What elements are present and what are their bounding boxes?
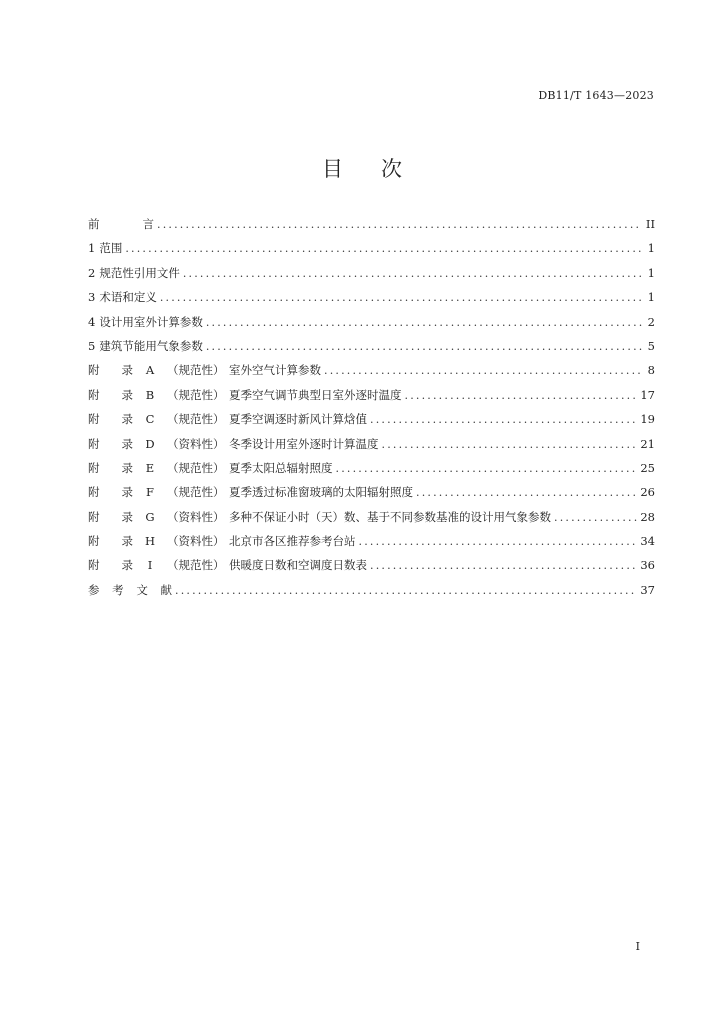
toc-entry-page: 36 bbox=[640, 558, 655, 573]
toc-entry-number: 2 bbox=[88, 265, 96, 280]
toc-entry[interactable] bbox=[88, 411, 655, 435]
annex-prefix: 附录 bbox=[88, 363, 133, 378]
annex-letter: A bbox=[145, 363, 155, 378]
annex-type: （资料性） bbox=[167, 509, 225, 524]
toc-entry[interactable] bbox=[88, 509, 655, 533]
toc-entry-page: 1 bbox=[647, 290, 655, 305]
annex-letter: C bbox=[145, 412, 155, 427]
toc-entry-heading bbox=[88, 216, 154, 232]
toc-entry[interactable] bbox=[88, 557, 655, 581]
toc-entry-page: 8 bbox=[647, 363, 655, 378]
toc-entry-number: 1 bbox=[88, 241, 96, 256]
toc-entry-label: 参考文献 bbox=[88, 582, 172, 597]
toc-entry-number: 4 bbox=[88, 314, 96, 329]
dot-leader bbox=[175, 584, 637, 597]
dot-leader bbox=[336, 462, 638, 475]
toc-entry[interactable] bbox=[88, 582, 655, 606]
annex-letter: H bbox=[144, 534, 156, 549]
toc-entry-heading bbox=[88, 289, 157, 305]
toc-entry-label: 夏季空调逐时新风计算焓值 bbox=[229, 412, 367, 427]
toc-entry-page: 17 bbox=[640, 387, 655, 402]
toc-entry-label: 室外空气计算参数 bbox=[229, 363, 321, 378]
toc-entry[interactable] bbox=[88, 484, 655, 508]
toc-entry-heading bbox=[88, 265, 180, 281]
toc-entry[interactable] bbox=[88, 314, 655, 338]
toc-entry-label: 夏季太阳总辐射照度 bbox=[229, 460, 333, 475]
toc-entry[interactable] bbox=[88, 460, 655, 484]
annex-letter: G bbox=[145, 509, 155, 524]
dot-leader bbox=[324, 364, 642, 377]
toc-entry-heading bbox=[88, 484, 413, 500]
toc-entry-number: 5 bbox=[88, 338, 96, 353]
dot-leader bbox=[206, 316, 642, 329]
dot-leader bbox=[405, 389, 638, 402]
toc-entry[interactable] bbox=[88, 362, 655, 386]
toc-entry-heading bbox=[88, 509, 551, 525]
toc-entry-page: 19 bbox=[640, 412, 655, 427]
toc-entry-label: 北京市各区推荐参考台站 bbox=[229, 534, 356, 549]
annex-letter: I bbox=[147, 558, 153, 573]
toc-entry-label: 夏季透过标准窗玻璃的太阳辐射照度 bbox=[229, 485, 413, 500]
toc-entry-page: 21 bbox=[640, 436, 655, 451]
toc-entry-number: 3 bbox=[88, 290, 96, 305]
toc-entry-page: 26 bbox=[640, 485, 655, 500]
annex-prefix: 附录 bbox=[88, 460, 133, 475]
annex-type: （规范性） bbox=[167, 387, 225, 402]
toc-entry[interactable] bbox=[88, 289, 655, 313]
annex-prefix: 附录 bbox=[88, 412, 133, 427]
annex-letter: F bbox=[146, 485, 154, 500]
toc-entry-heading bbox=[88, 557, 367, 573]
dot-leader bbox=[160, 291, 642, 304]
dot-leader bbox=[554, 511, 637, 524]
annex-prefix: 附录 bbox=[88, 436, 133, 451]
toc-entry[interactable] bbox=[88, 240, 655, 264]
toc-entry[interactable] bbox=[88, 387, 655, 411]
footer-page-number: I bbox=[635, 940, 640, 953]
annex-type: （规范性） bbox=[167, 485, 225, 500]
toc-entry-label: 术语和定义 bbox=[99, 290, 157, 305]
toc-entry-page: 1 bbox=[647, 241, 655, 256]
toc-entry[interactable] bbox=[88, 265, 655, 289]
annex-letter: B bbox=[145, 387, 155, 402]
annex-type: （资料性） bbox=[167, 534, 225, 549]
standard-number: DB11/T 1643—2023 bbox=[538, 89, 654, 102]
toc-entry[interactable] bbox=[88, 216, 655, 240]
toc-entry-heading bbox=[88, 582, 172, 598]
toc-entry-label: 设计用室外计算参数 bbox=[99, 314, 203, 329]
toc-entry-label: 冬季设计用室外逐时计算温度 bbox=[229, 436, 379, 451]
toc-entry-page: 5 bbox=[647, 338, 655, 353]
annex-type: （规范性） bbox=[167, 412, 225, 427]
dot-leader bbox=[370, 413, 637, 426]
toc-entry-page: 2 bbox=[647, 314, 655, 329]
toc-entry-page: 34 bbox=[640, 534, 655, 549]
annex-type: （规范性） bbox=[167, 363, 225, 378]
toc-entry-page: II bbox=[645, 217, 655, 231]
annex-prefix: 附录 bbox=[88, 485, 133, 500]
dot-leader bbox=[206, 340, 642, 353]
toc-entry-heading bbox=[88, 314, 203, 330]
dot-leader bbox=[157, 218, 642, 231]
annex-type: （资料性） bbox=[167, 436, 225, 451]
page-title: 目次 bbox=[322, 157, 440, 181]
toc-entry-label: 建筑节能用气象参数 bbox=[99, 338, 203, 353]
dot-leader bbox=[382, 438, 638, 451]
annex-prefix: 附录 bbox=[88, 558, 133, 573]
annex-prefix: 附录 bbox=[88, 509, 133, 524]
dot-leader bbox=[370, 559, 637, 572]
toc-entry-page: 1 bbox=[647, 265, 655, 280]
annex-letter: E bbox=[145, 460, 155, 475]
toc-entry-label: 前言 bbox=[88, 217, 154, 231]
dot-leader bbox=[359, 535, 638, 548]
dot-leader bbox=[183, 267, 642, 280]
toc-entry-heading bbox=[88, 362, 321, 378]
toc-entry-heading bbox=[88, 533, 356, 549]
toc-entry-heading bbox=[88, 387, 402, 403]
toc-entry-page: 28 bbox=[640, 509, 655, 524]
toc-entry[interactable] bbox=[88, 533, 655, 557]
toc-entry-label: 规范性引用文件 bbox=[99, 265, 180, 280]
toc-entry-label: 供暖度日数和空调度日数表 bbox=[229, 558, 367, 573]
annex-prefix: 附录 bbox=[88, 387, 133, 402]
annex-type: （规范性） bbox=[167, 558, 225, 573]
dot-leader bbox=[416, 486, 637, 499]
toc-entry[interactable] bbox=[88, 338, 655, 362]
toc-entry-label: 多种不保证小时（天）数、基于不同参数基准的设计用气象参数 bbox=[229, 509, 551, 524]
toc-entry[interactable] bbox=[88, 436, 655, 460]
toc-entry-page: 37 bbox=[640, 582, 655, 597]
table-of-contents bbox=[88, 216, 655, 606]
toc-entry-page: 25 bbox=[640, 460, 655, 475]
toc-entry-heading bbox=[88, 411, 367, 427]
toc-entry-heading bbox=[88, 460, 333, 476]
dot-leader bbox=[125, 242, 642, 255]
toc-entry-label: 范围 bbox=[99, 241, 123, 256]
toc-entry-label: 夏季空气调节典型日室外逐时温度 bbox=[229, 387, 402, 402]
toc-entry-heading bbox=[88, 338, 203, 354]
toc-entry-heading bbox=[88, 240, 122, 256]
annex-prefix: 附录 bbox=[88, 534, 133, 549]
annex-type: （规范性） bbox=[167, 460, 225, 475]
toc-entry-heading bbox=[88, 436, 379, 452]
annex-letter: D bbox=[145, 436, 155, 451]
